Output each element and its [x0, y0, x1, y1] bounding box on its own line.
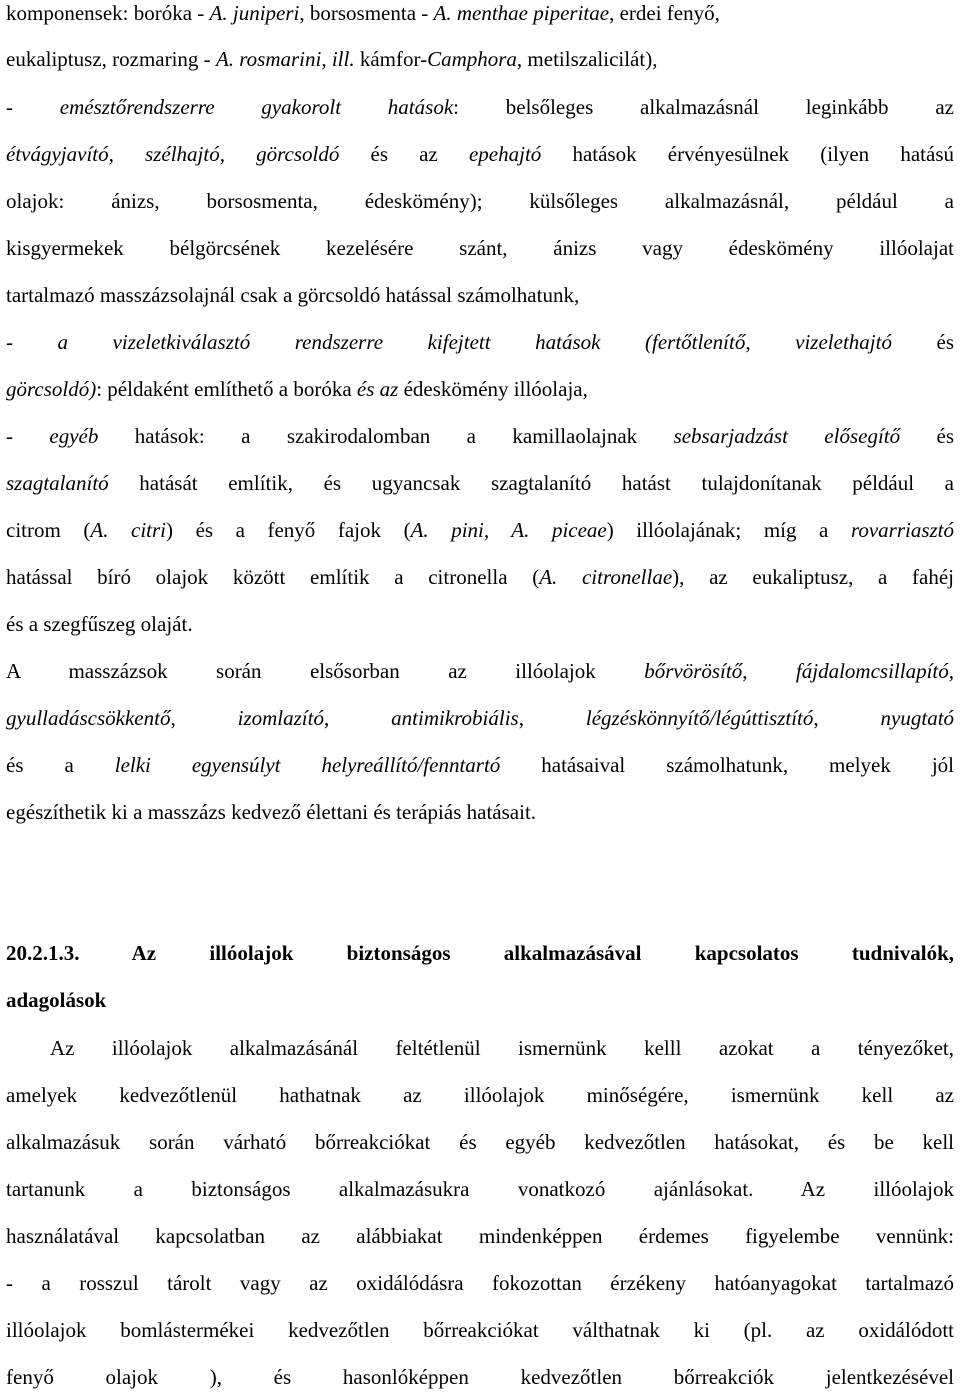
text-line: [6, 1317, 954, 1343]
text-run: ,: [323, 706, 392, 730]
text-run: adagolások: [6, 988, 107, 1012]
text-run: - a rosszul tárolt vagy az oxidálódásra fokozottan érzékeny hatóanyagokat tartalmazó: [6, 1271, 954, 1295]
text-line: [6, 470, 954, 496]
italic-text-run: egyéb: [49, 424, 99, 448]
text-line: [6, 705, 954, 731]
text-run: ,: [742, 659, 796, 683]
italic-text-run: A. pini, A. piceae: [410, 518, 607, 542]
text-run: eukaliptusz, rozmaring -: [6, 47, 216, 71]
text-run: ,: [518, 706, 586, 730]
text-run: hatások érvényesülnek (ilyen hatású: [541, 142, 954, 166]
text-run: , metilszalicilát),: [516, 47, 658, 71]
text-run: amelyek kedvezőtlenül hathatnak az illóolajok minőségére, ismernünk kell az: [6, 1083, 954, 1107]
text-run: , borsosmenta -: [299, 1, 434, 25]
text-run: : példaként említhető a boróka: [96, 377, 357, 401]
italic-text-run: görcsoldó): [6, 377, 97, 401]
text-run: ,: [813, 706, 881, 730]
text-run: citrom (: [6, 518, 91, 542]
italic-text-run: rovarriasztó: [850, 518, 955, 542]
text-line: [6, 423, 954, 449]
italic-text-run: és az: [356, 377, 399, 401]
text-run: illóolajok bomlástermékei kedvezőtlen bőrreakciókat válthatnak ki (pl. az oxidálódott: [6, 1318, 954, 1342]
italic-text-run: a vizeletkiválasztó rendszerre kifejtett hatások (fertőtlenítő: [57, 330, 746, 354]
text-line: [6, 376, 954, 402]
text-run: és az: [339, 142, 469, 166]
text-line: [6, 611, 954, 637]
text-line: [6, 188, 954, 214]
italic-text-run: A. citri: [90, 518, 167, 542]
text-line: [6, 1270, 954, 1296]
text-run: kámfor-: [354, 47, 428, 71]
text-run: hatását említik, és ugyancsak szagtalanító hatást tulajdonítanak például a: [108, 471, 954, 495]
text-line: [6, 799, 954, 825]
text-line: [6, 1176, 954, 1202]
text-line: [6, 94, 954, 120]
text-run: -: [6, 95, 60, 119]
italic-text-run: lelki egyensúlyt helyreállító/fenntartó: [114, 753, 501, 777]
text-run: ) és a fenyő fajok (: [166, 518, 411, 542]
text-run: alkalmazásuk során várható bőrreakciókat és egyéb kedvezőtlen hatásokat, és be kell: [6, 1130, 954, 1154]
text-line: [6, 282, 954, 308]
text-run: -: [6, 330, 58, 354]
text-run: -: [6, 424, 50, 448]
text-run: olajok: ánizs, borsosmenta, édeskömény); külsőleges alkalmazásnál, például a: [6, 189, 954, 213]
text-line: [6, 658, 954, 684]
text-run: 20.2.1.3. Az illóolajok biztonságos alkalmazásával kapcsolatos tudnivalók,: [6, 941, 954, 965]
text-run: , erdei fenyő,: [609, 1, 720, 25]
italic-text-run: emésztőrendszerre gyakorolt hatások: [59, 95, 454, 119]
text-line: [6, 329, 954, 355]
text-line: [6, 1364, 954, 1390]
italic-text-run: vizelethajtó: [795, 330, 892, 354]
italic-text-run: antimikrobiális: [391, 706, 519, 730]
italic-text-run: A. rosmarini, ill.: [215, 47, 355, 71]
text-line: [6, 0, 954, 26]
text-line: [6, 517, 954, 543]
text-run: és: [900, 424, 955, 448]
text-line: [6, 46, 954, 72]
text-line: [6, 235, 954, 261]
text-run: hatásaival számolhatunk, melyek jól: [500, 753, 954, 777]
text-run: ,: [170, 706, 238, 730]
text-line: [6, 1082, 954, 1108]
italic-text-run: A. citronellae: [539, 565, 673, 589]
section-heading-line: [6, 987, 954, 1013]
italic-text-run: epehajtó: [468, 142, 542, 166]
text-run: tartanunk a biztonságos alkalmazásukra vonatkozó ajánlásokat. Az illóolajok: [6, 1177, 954, 1201]
text-line: [6, 1129, 954, 1155]
text-run: és a szegfűszeg olaját.: [6, 612, 193, 636]
italic-text-run: izomlazító: [237, 706, 324, 730]
italic-text-run: bőrvörösítő: [644, 659, 743, 683]
text-line: [6, 141, 954, 167]
text-run: édeskömény illóolaja,: [398, 377, 588, 401]
italic-text-run: sebsarjadzást elősegítő: [673, 424, 901, 448]
text-run: hatással bíró olajok között említik a citronella (: [6, 565, 540, 589]
text-run: komponensek: boróka -: [6, 1, 210, 25]
italic-text-run: A. juniperi: [209, 1, 300, 25]
text-run: hatások: a szakirodalomban a kamillaolajnak: [98, 424, 674, 448]
text-line: [6, 564, 954, 590]
italic-text-run: A. menthae piperitae: [433, 1, 610, 25]
text-run: kisgyermekek bélgörcsének kezelésére szánt, ánizs vagy édeskömény illóolajat: [6, 236, 954, 260]
text-run: tartalmazó masszázsolajnál csak a görcsoldó hatással számolhatunk,: [6, 283, 580, 307]
text-run: ,: [745, 330, 796, 354]
text-run: A masszázsok során elsősorban az illóolajok: [6, 659, 645, 683]
text-line: [6, 1223, 954, 1249]
italic-text-run: gyulladáscsökkentő: [6, 706, 171, 730]
text-run: ) illóolajának; míg a: [606, 518, 851, 542]
text-run: : belsőleges alkalmazásnál leginkább az: [453, 95, 954, 119]
text-run: és: [891, 330, 954, 354]
text-run: és a: [6, 753, 115, 777]
text-line: [6, 752, 954, 778]
italic-text-run: nyugtató: [880, 706, 955, 730]
italic-text-run: légzéskönnyítő/légúttisztító: [585, 706, 814, 730]
section-heading-line: [6, 940, 954, 966]
text-line: [50, 1035, 954, 1061]
italic-text-run: szagtalanító: [6, 471, 109, 495]
italic-text-run: Camphora: [427, 47, 517, 71]
text-run: Az illóolajok alkalmazásánál feltétlenül ismernünk kelll azokat a tényezőket,: [50, 1036, 954, 1060]
italic-text-run: fájdalomcsillapító,: [795, 659, 954, 683]
text-run: egészíthetik ki a masszázs kedvező élettani és terápiás hatásait.: [6, 800, 537, 824]
text-run: használatával kapcsolatban az alábbiakat mindenképpen érdemes figyelembe vennünk:: [6, 1224, 954, 1248]
italic-text-run: étvágyjavító, szélhajtó, görcsoldó: [6, 142, 340, 166]
text-run: ), az eukaliptusz, a fahéj: [672, 565, 954, 589]
text-run: fenyő olajok ), és hasonlóképpen kedvezőtlen bőrreakciók jelentkezésével: [6, 1365, 954, 1389]
